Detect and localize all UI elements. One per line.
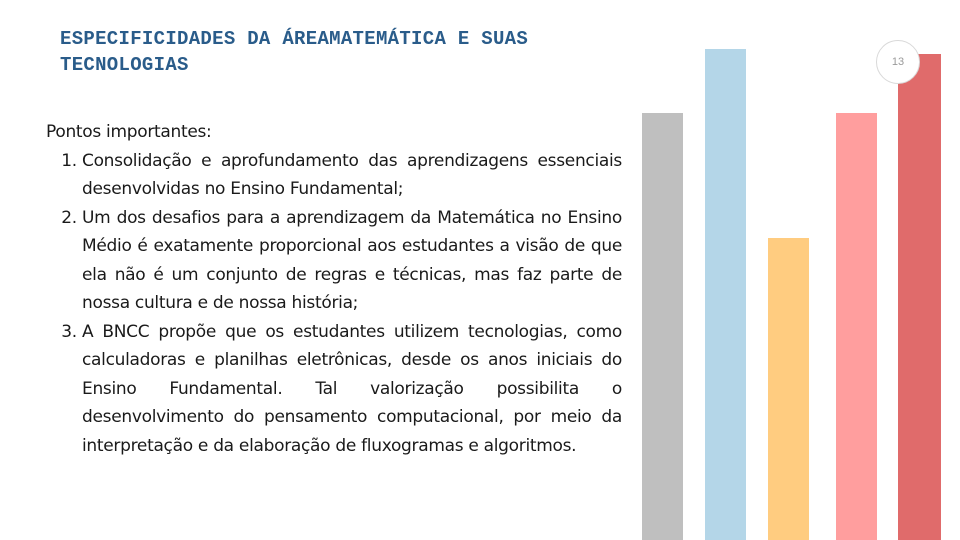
slide-title-line-1: ESPECIFICIDADES DA ÁREAMATEMÁTICA E SUAS	[60, 28, 529, 50]
list-item: 1. Consolidação e aprofundamento das aprendizagens essenciais desenvolvidas no Ensino Fundamental;	[82, 147, 622, 204]
slide-title-line-2: TECNOLOGIAS	[60, 54, 189, 76]
decor-bar-blue	[705, 49, 746, 540]
key-points-list	[46, 147, 622, 461]
list-item: 2. Um dos desafios para a aprendizagem da Matemática no Ensino Médio é exatamente proporcional aos estudantes a visão de que ela não é um conjunto de regras e técnicas, mas faz parte de nossa cultura e de nossa história;	[82, 204, 622, 318]
decor-bar-red	[898, 54, 941, 540]
decor-bar-yellow	[768, 238, 809, 540]
page-number-badge	[876, 40, 920, 84]
slide-body	[46, 118, 622, 460]
list-item: 3. A BNCC propõe que os estudantes utilizem tecnologias, como calculadoras e planilhas eletrônicas, desde os anos iniciais do Ensino Fundamental. Tal valorização possibilita o desenvolvimento do pensamento computacional, por meio da interpretação e da elaboração de fluxogramas e algoritmos.	[82, 318, 622, 461]
body-heading: Pontos importantes:	[46, 122, 212, 142]
slide-title	[60, 26, 660, 78]
decor-bar-pink	[836, 113, 877, 540]
page-number: 13	[891, 56, 905, 68]
decor-bar-gray	[642, 113, 683, 540]
